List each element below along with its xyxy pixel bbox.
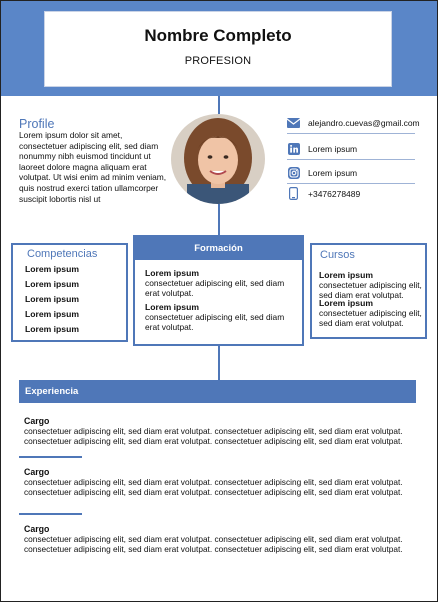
list-item: Lorem ipsum: [25, 309, 79, 319]
cursos-entry-title: Lorem ipsum: [319, 298, 373, 308]
contact-phone[interactable]: [287, 187, 360, 200]
competencias-title: Competencias: [27, 248, 98, 260]
list-item: Lorem ipsum: [25, 294, 79, 304]
formacion-entry: [145, 268, 295, 298]
job-text: consectetuer adipiscing elit, sed diam erat volutpat. consectetuer adipiscing elit, sed diam erat volutpat.: [24, 477, 403, 487]
formacion-entry-title: Lorem ipsum: [145, 302, 199, 312]
job-text: consectetuer adipiscing elit, sed diam erat volutpat. consectetuer adipiscing elit, sed diam erat volutpat.: [24, 426, 403, 436]
job-title: Cargo: [24, 524, 50, 534]
contact-email[interactable]: [287, 116, 420, 129]
job-entry: [24, 416, 416, 446]
list-item: Lorem ipsum: [25, 279, 79, 289]
instagram-text: Lorem ipsum: [308, 167, 358, 178]
cursos-entry-text: consectetuer adipiscing elit, sed diam erat volutpat.: [319, 308, 422, 329]
job-entry: [24, 524, 416, 554]
formacion-entry: [145, 302, 295, 332]
job-divider: [19, 513, 82, 515]
phone-text: +3476278489: [308, 188, 361, 199]
experiencia-title: Experiencia: [19, 380, 416, 403]
list-item: Lorem ipsum: [25, 324, 79, 334]
job-divider: [19, 456, 82, 458]
portrait-illustration: [171, 114, 265, 204]
profile-photo: [171, 114, 265, 204]
profile-title: Profile: [19, 117, 55, 131]
formacion-entry-title: Lorem ipsum: [145, 268, 199, 278]
linkedin-text: Lorem ipsum: [308, 143, 358, 154]
profession: PROFESION: [184, 55, 252, 67]
cursos-box: [310, 243, 427, 339]
job-text: consectetuer adipiscing elit, sed diam erat volutpat. consectetuer adipiscing elit, sed diam erat volutpat.: [24, 534, 403, 544]
cursos-entry: [319, 298, 425, 328]
cursos-entry-text: consectetuer adipiscing elit, sed diam erat volutpat.: [319, 280, 422, 301]
formacion-entry-text: consectetuer adipiscing elit, sed diam erat volutpat.: [145, 278, 285, 299]
job-text: consectetuer adipiscing elit, sed diam erat volutpat. consectetuer adipiscing elit, sed diam erat volutpat.: [24, 544, 403, 555]
job-entry: [24, 467, 416, 497]
profile-text: Lorem ipsum dolor sit amet, consectetuer adipiscing elit, sed diam nonummy nibh euismod tincidunt ut laoreet dolore magna aliquam erat volutpat. Ut wisi enim ad minim veniam, quis nostrud exerci tation ullamcorper suscipit lobortis nisl ut: [19, 130, 167, 204]
contact-divider: [287, 159, 415, 160]
job-text: consectetuer adipiscing elit, sed diam erat volutpat. consectetuer adipiscing elit, sed diam erat volutpat.: [24, 436, 403, 447]
name-card: [44, 11, 392, 87]
job-title: Cargo: [24, 416, 50, 426]
linkedin-icon: [287, 142, 300, 155]
formacion-entry-text: consectetuer adipiscing elit, sed diam erat volutpat.: [145, 312, 285, 333]
list-item: Lorem ipsum: [25, 264, 79, 274]
mail-icon: [287, 116, 300, 129]
instagram-icon: [287, 166, 300, 179]
job-title: Cargo: [24, 467, 50, 477]
competencias-box: [11, 243, 128, 342]
contact-divider: [287, 133, 415, 134]
competencias-list: [25, 264, 79, 339]
contact-linkedin[interactable]: [287, 142, 357, 155]
contact-divider: [287, 183, 415, 184]
phone-icon: [287, 187, 300, 200]
formacion-box: [133, 235, 304, 346]
cursos-entry-title: Lorem ipsum: [319, 270, 373, 280]
connector-line-top: [218, 96, 220, 114]
contact-instagram[interactable]: [287, 166, 357, 179]
formacion-title: Formación: [135, 237, 302, 260]
email-text: alejandro.cuevas@gmail.com: [308, 117, 420, 128]
cursos-entry: [319, 270, 425, 300]
job-text: consectetuer adipiscing elit, sed diam erat volutpat. consectetuer adipiscing elit, sed diam erat volutpat.: [24, 487, 403, 498]
full-name: Nombre Completo: [144, 26, 292, 45]
connector-line-mid: [218, 204, 220, 235]
cursos-title: Cursos: [320, 249, 355, 261]
connector-line-bottom: [218, 346, 220, 380]
